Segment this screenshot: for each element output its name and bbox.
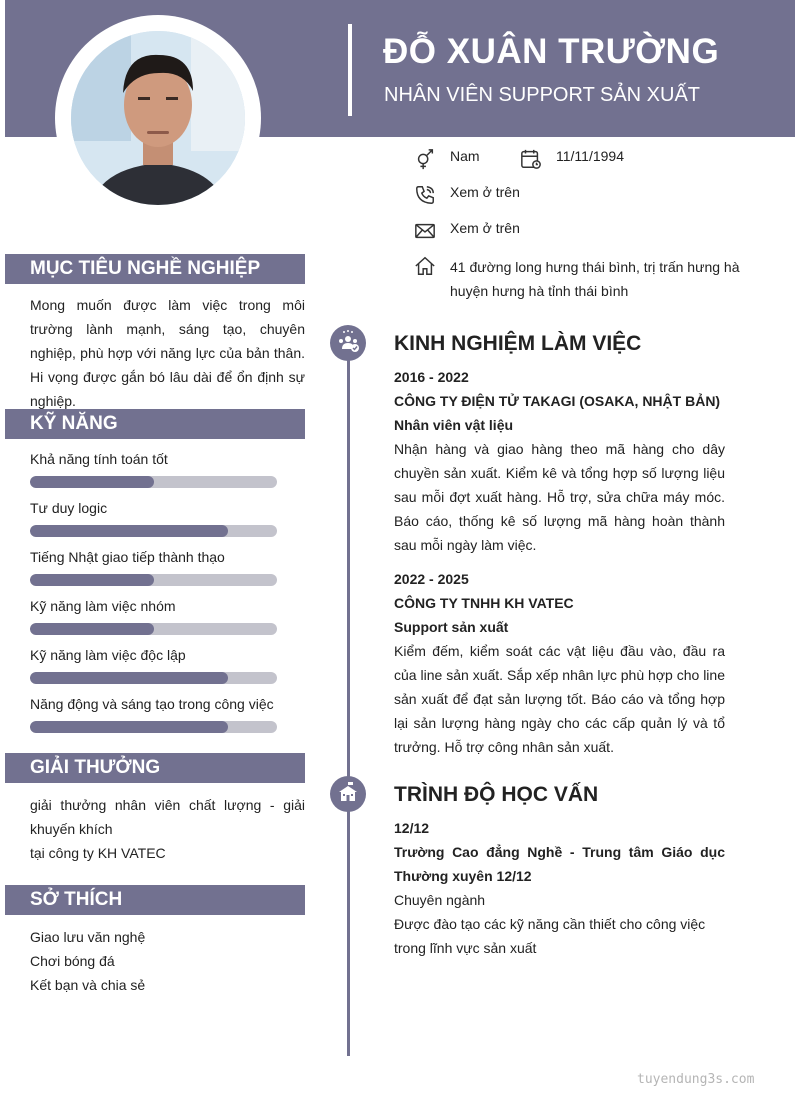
awards-text: giải thưởng nhân viên chất lượng - giải khuyến khích: [30, 797, 305, 837]
calendar-icon: [520, 148, 544, 170]
skill-bar-fill: [30, 672, 228, 684]
experience-dot: [330, 325, 366, 361]
avatar: [71, 31, 245, 205]
email-value[interactable]: Xem ở trên: [450, 220, 520, 236]
candidate-name: ĐỖ XUÂN TRƯỜNG: [383, 32, 720, 71]
skill-bar: [30, 672, 277, 684]
gender-icon: [414, 148, 438, 170]
awards-company: tại công ty KH VATEC: [30, 845, 166, 861]
skill-label: Kỹ năng làm việc độc lập: [30, 647, 186, 663]
skill-bar: [30, 525, 277, 537]
address-row: [414, 255, 750, 303]
skill-label: Tư duy logic: [30, 500, 108, 516]
phone-icon: [414, 184, 438, 206]
hobby-item: Giao lưu văn nghệ: [30, 929, 146, 945]
skill-bar: [30, 623, 277, 635]
phone-value[interactable]: Xem ở trên: [450, 184, 520, 200]
email-row: [414, 220, 520, 242]
phone-row: [414, 184, 520, 206]
hobbies-heading: SỞ THÍCH: [5, 885, 305, 915]
objective-text: Mong muốn được làm việc trong môi trường lành mạnh, sáng tạo, chuyên nghiệp, phù hợp với năng lực của bản thân. Hi vọng được gắn bó lâu dài để ổn định sự nghiệp.: [30, 297, 305, 409]
job-role: Nhân viên vật liệu: [394, 417, 514, 433]
job-period: 2016 - 2022: [394, 369, 469, 385]
birthday-row: [520, 148, 624, 170]
team-icon: [336, 329, 360, 358]
school-icon: [336, 780, 360, 809]
company-name: CÔNG TY ĐIỆN TỬ TAKAGI (OSAKA, NHẬT BẢN): [394, 393, 721, 409]
skill-bar-fill: [30, 574, 154, 586]
education-period: 12/12: [394, 820, 430, 836]
skill-bar: [30, 476, 277, 488]
skill-label: Khả năng tính toán tốt: [30, 451, 168, 467]
home-icon: [414, 255, 438, 277]
education-dot: [330, 776, 366, 812]
skills-heading: KỸ NĂNG: [5, 409, 305, 439]
gender-value: Nam: [450, 148, 480, 164]
education-major: Chuyên ngành: [394, 892, 486, 908]
skill-bar-fill: [30, 525, 228, 537]
skill-bar-fill: [30, 721, 228, 733]
objective-heading: MỤC TIÊU NGHỀ NGHIỆP: [5, 254, 305, 284]
education-description: Được đào tạo các kỹ năng cần thiết cho công việc trong lĩnh vực sản xuất: [394, 916, 706, 956]
experience-heading: KINH NGHIỆM LÀM VIỆC: [394, 332, 642, 355]
timeline-line: [347, 340, 350, 1056]
hobby-item: Kết bạn và chia sẻ: [30, 977, 146, 993]
name-divider: [348, 24, 352, 116]
skill-label: Năng động và sáng tạo trong công việc: [30, 696, 274, 712]
job-description: Kiểm đếm, kiểm soát các vật liệu đầu vào, đầu ra của line sản xuất. Sắp xếp nhân lực phù hợp cho line sản xuất để đạt sản lượng tốt. Báo cáo và tổng hợp lại sản lượng hàng ngày cho các cấp quản lý và tổ trưởng. Hỗ trợ công nhân sản xuất.: [394, 643, 725, 755]
school-name: Trường Cao đẳng Nghề - Trung tâm Giáo dục Thường xuyên 12/12: [394, 844, 725, 884]
hobby-item: Chơi bóng đá: [30, 953, 115, 969]
skill-label: Kỹ năng làm việc nhóm: [30, 598, 176, 614]
skill-bar: [30, 574, 277, 586]
birthday-value: 11/11/1994: [556, 148, 624, 164]
gender-row: [414, 148, 480, 170]
job-title: NHÂN VIÊN SUPPORT SẢN XUẤT: [384, 84, 700, 106]
skill-label: Tiếng Nhật giao tiếp thành thạo: [30, 549, 225, 565]
job-period: 2022 - 2025: [394, 571, 469, 587]
skill-bar-fill: [30, 623, 154, 635]
skill-bar: [30, 721, 277, 733]
address-value: 41 đường long hưng thái bình, trị trấn hưng hà huyện hưng hà tỉnh thái bình: [450, 259, 740, 299]
job-role: Support sản xuất: [394, 619, 509, 635]
company-name: CÔNG TY TNHH KH VATEC: [394, 595, 574, 611]
skill-bar-fill: [30, 476, 154, 488]
awards-heading: GIẢI THƯỞNG: [5, 753, 305, 783]
watermark: tuyendung3s.com: [637, 1072, 755, 1087]
mail-icon: [414, 220, 438, 242]
education-heading: TRÌNH ĐỘ HỌC VẤN: [394, 783, 599, 806]
job-description: Nhận hàng và giao hàng theo mã hàng cho dây chuyền sản xuất. Kiểm kê và tổng hợp số lượng liệu sau mỗi đợt xuất hàng. Hỗ trợ, sửa chữa máy móc. Báo cáo, thống kê số lượng mã hàng hoàn thành sau mỗi ngày làm việc.: [394, 441, 725, 553]
